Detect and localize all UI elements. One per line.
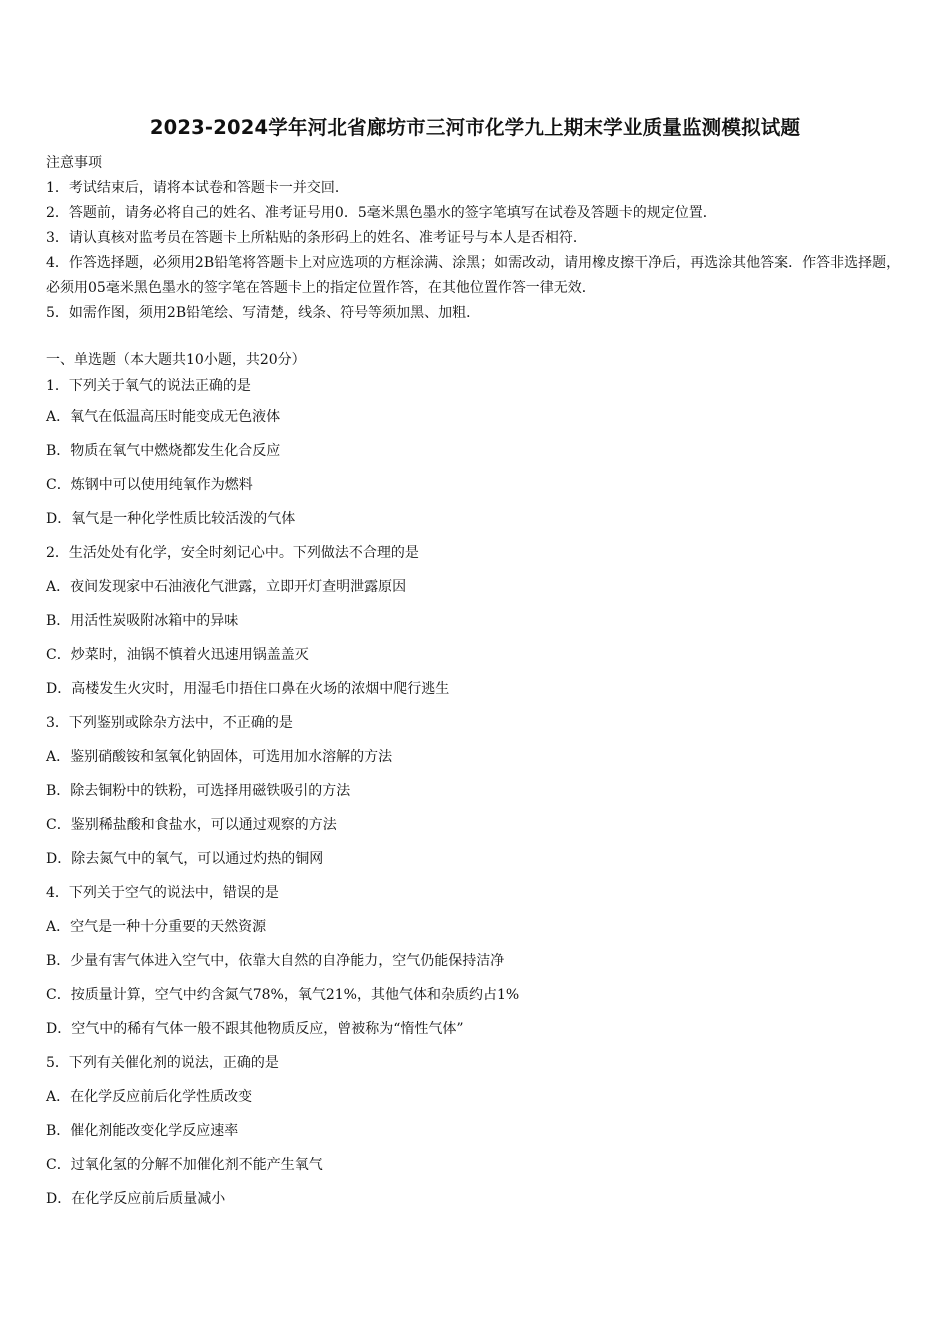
- question-2-option-a: A．夜间发现家中石油液化气泄露，立即开灯查明泄露原因: [46, 579, 407, 595]
- note-item-1: 1．考试结束后，请将本试卷和答题卡一并交回．: [46, 180, 349, 196]
- note-item-5: 5．如需作图，须用2B铅笔绘、写清楚，线条、符号等须加黑、加粗．: [46, 305, 481, 321]
- question-5-option-a: A．在化学反应前后化学性质改变: [46, 1089, 253, 1105]
- question-3-stem: 3．下列鉴别或除杂方法中，不正确的是: [46, 715, 293, 731]
- question-3-option-c: C．鉴别稀盐酸和食盐水，可以通过观察的方法: [46, 817, 337, 833]
- question-3-option-a: A．鉴别硝酸铵和氢氧化钠固体，可选用加水溶解的方法: [46, 749, 393, 765]
- note-item-2: 2．答题前，请务必将自己的姓名、准考证号用0．5毫米黑色墨水的签字笔填写在试卷及答题卡的规定位置．: [46, 205, 717, 221]
- question-1-option-c: C．炼钢中可以使用纯氧作为燃料: [46, 477, 253, 493]
- question-5-option-d: D．在化学反应前后质量减小: [46, 1191, 226, 1207]
- question-3-option-d: D．除去氮气中的氧气，可以通过灼热的铜网: [46, 851, 324, 867]
- question-4-option-c: C．按质量计算，空气中约含氮气78%，氧气21%，其他气体和杂质约占1%: [46, 987, 520, 1003]
- section-heading: 一、单选题（本大题共10小题，共20分）: [46, 352, 306, 368]
- question-4-option-b: B．少量有害气体进入空气中，依靠大自然的自净能力，空气仍能保持洁净: [46, 953, 505, 969]
- questions-block: [46, 349, 906, 1216]
- question-2-stem: 2．生活处处有化学，安全时刻记心中。下列做法不合理的是: [46, 545, 419, 561]
- notes-heading: 注意事项: [46, 155, 102, 171]
- question-4-option-a: A．空气是一种十分重要的天然资源: [46, 919, 267, 935]
- question-1-option-b: B．物质在氧气中燃烧都发生化合反应: [46, 443, 281, 459]
- question-4-option-d: D．空气中的稀有气体一般不跟其他物质反应，曾被称为“惰性气体”: [46, 1021, 464, 1037]
- question-2-option-c: C．炒菜时，油锅不慎着火迅速用锅盖盖灭: [46, 647, 309, 663]
- question-5-stem: 5．下列有关催化剂的说法，正确的是: [46, 1055, 279, 1071]
- exam-title: 2023-2024学年河北省廊坊市三河市化学九上期末学业质量监测模拟试题: [149, 116, 801, 139]
- note-item-4: 4．作答选择题，必须用2B铅笔将答题卡上对应选项的方框涂满、涂黑；如需改动，请用橡皮擦干净后，再选涂其他答案．作答非选择题，必须用05毫米黑色墨水的签字笔在答题卡上的指定位置作答，在其他位置作答一律无效．: [46, 255, 901, 296]
- question-2-option-d: D．高楼发生火灾时，用湿毛巾捂住口鼻在火场的浓烟中爬行逃生: [46, 681, 450, 697]
- notes-block: [46, 151, 906, 326]
- question-1-option-a: A．氧气在低温高压时能变成无色液体: [46, 409, 281, 425]
- question-1-stem: 1．下列关于氧气的说法正确的是: [46, 378, 251, 394]
- question-1-option-d: D．氧气是一种化学性质比较活泼的气体: [46, 511, 296, 527]
- question-3-option-b: B．除去铜粉中的铁粉，可选择用磁铁吸引的方法: [46, 783, 351, 799]
- question-5-option-c: C．过氧化氢的分解不加催化剂不能产生氧气: [46, 1157, 323, 1173]
- question-4-stem: 4．下列关于空气的说法中，错误的是: [46, 885, 279, 901]
- note-item-3: 3．请认真核对监考员在答题卡上所粘贴的条形码上的姓名、准考证号与本人是否相符．: [46, 230, 587, 246]
- question-5-option-b: B．催化剂能改变化学反应速率: [46, 1123, 239, 1139]
- question-2-option-b: B．用活性炭吸附冰箱中的异味: [46, 613, 239, 629]
